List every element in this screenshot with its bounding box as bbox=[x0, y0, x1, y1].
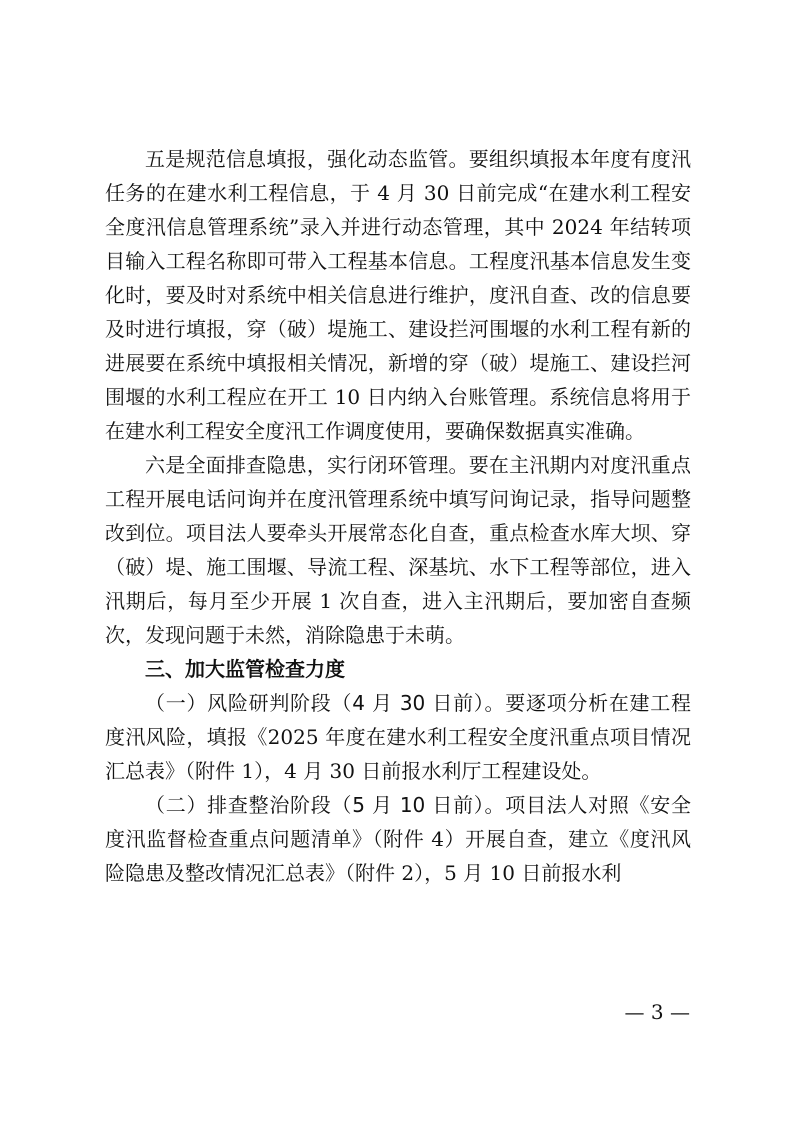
subsection-text: 项目法人对照《安全度汛监督检查重点问题清单》（附件 4）开展自查，建立《度汛风险隐患及整改情况汇总表》（附件 2），5 月 10 日前报水利 bbox=[105, 793, 692, 885]
paragraph-lead: 六是全面排查隐患，实行闭环管理。 bbox=[145, 453, 469, 477]
subsection-1 bbox=[105, 686, 691, 788]
paragraph-lead: 五是规范信息填报，强化动态监管。 bbox=[145, 147, 469, 171]
subsection-2 bbox=[105, 788, 691, 890]
subsection-lead: （一）风险研判阶段（4 月 30 日前）。 bbox=[145, 691, 506, 715]
subsection-lead: （二）排查整治阶段（5 月 10 日前）。 bbox=[145, 793, 506, 817]
paragraph-text: 要组织填报本年度有度汛任务的在建水利工程信息，于 4 月 30 日前完成“在建水利工程安全度汛信息管理系统”录入并进行动态管理，其中 2024 年结转项目输入工程名称即可带入工程基本信息。工程度汛基本信息发生变化时，要及时对系统中相关信息进行维护，度汛自查、改的信息要及时进行填报，穿（破）堤施工、建设拦河围堰的水利工程有新的进展要在系统中填报相关情况，新增的穿（破）堤施工、建设拦河围堰的水利工程应在开工 10 日内纳入台账管理。系统信息将用于在建水利工程安全度汛工作调度使用，要确保数据真实准确。 bbox=[105, 147, 692, 443]
paragraph-item-6 bbox=[105, 448, 691, 652]
paragraph-text: 要在主汛期内对度汛重点工程开展电话问询并在度汛管理系统中填写问询记录，指导问题整改到位。项目法人要牵头开展常态化自查，重点检查水库大坝、穿（破）堤、施工围堰、导流工程、深基坑、水下工程等部位，进入汛期后，每月至少开展 1 次自查，进入主汛期后，要加密自查频次，发现问题于未然，消除隐患于未萌。 bbox=[105, 453, 692, 647]
paragraph-item-5 bbox=[105, 142, 691, 448]
subsection-text: 要逐项分析在建工程度汛风险，填报《2025 年度在建水利工程安全度汛重点项目情况汇总表》（附件 1），4 月 30 日前报水利厅工程建设处。 bbox=[105, 691, 692, 783]
section-heading: 三、加大监管检查力度 bbox=[145, 657, 345, 681]
page-number: — 3 — bbox=[624, 1000, 690, 1024]
document-body bbox=[105, 142, 691, 890]
